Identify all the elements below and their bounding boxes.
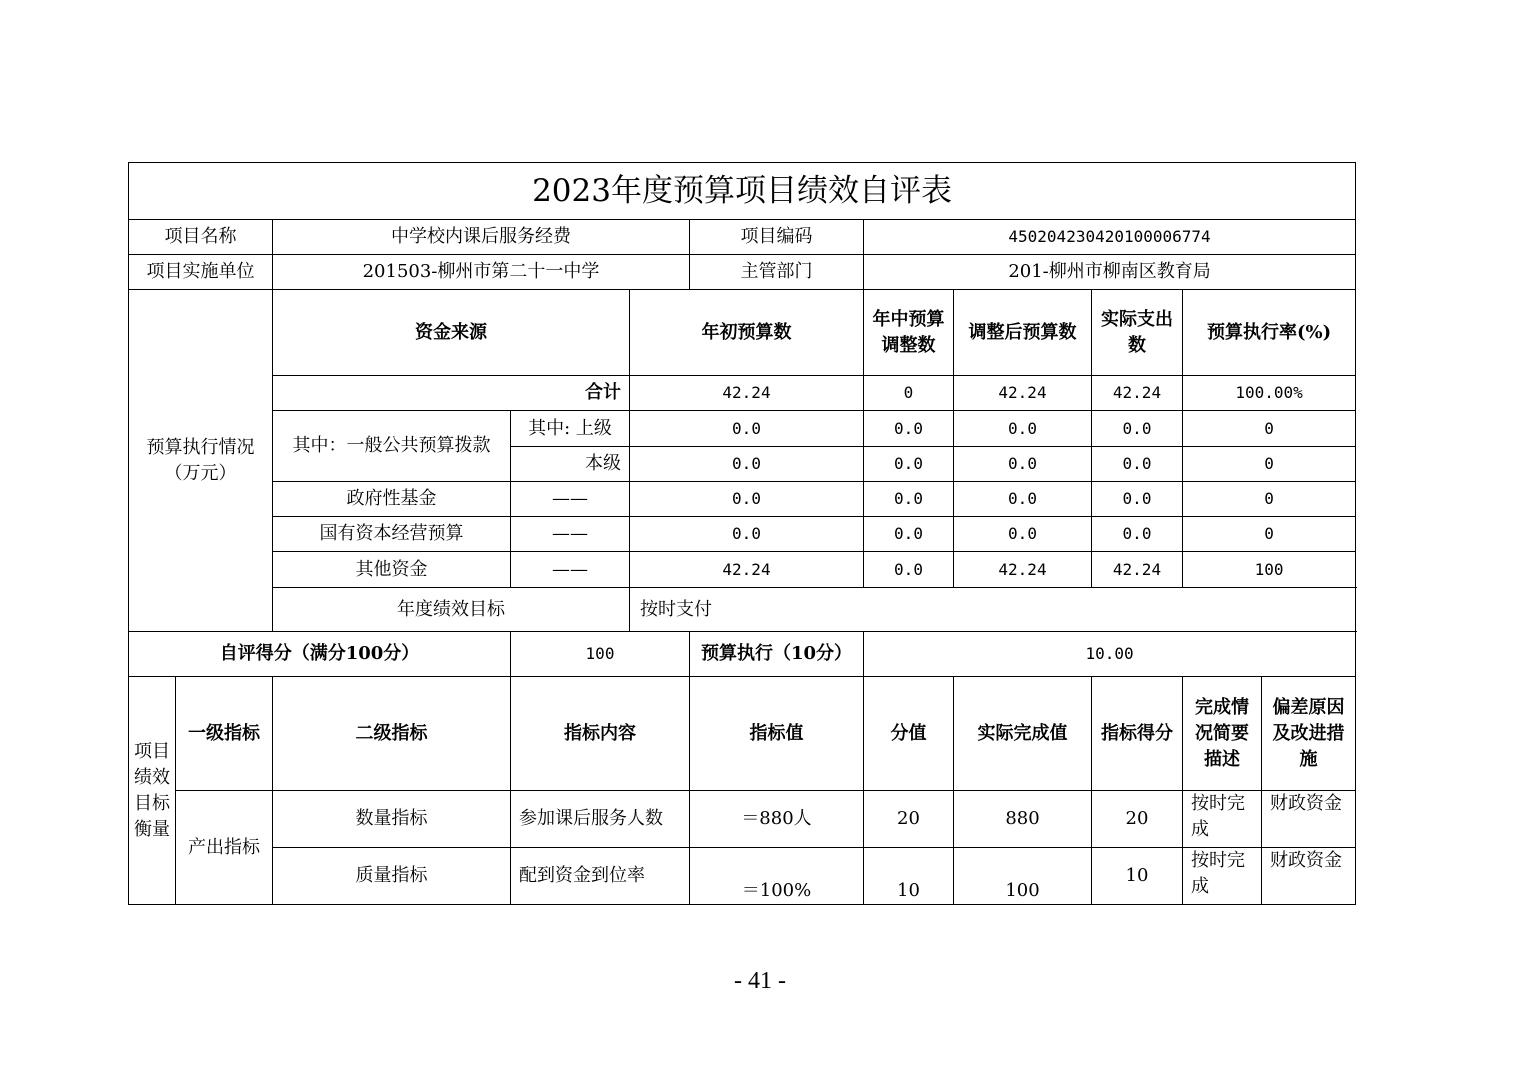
budget-exec-score-label: 预算执行（10分） [690, 632, 864, 677]
budget-exec-score-value: 10.00 [864, 632, 1356, 677]
total-adjusted: 42.24 [954, 376, 1092, 411]
gov-fund-dash: —— [511, 482, 630, 517]
header-level2-indicator: 二级指标 [273, 677, 511, 791]
state-capital-adjusted: 0.0 [954, 517, 1092, 552]
project-name-label: 项目名称 [129, 220, 273, 255]
state-capital-label: 国有资本经营预算 [273, 517, 511, 552]
total-label: 合计 [273, 376, 630, 411]
level1-output-indicator: 产出指标 [176, 791, 273, 905]
gov-fund-rate: 0 [1183, 482, 1356, 517]
local-level-label: 本级 [511, 447, 630, 482]
local-initial: 0.0 [630, 447, 864, 482]
header-adjusted-budget: 调整后预算数 [954, 290, 1092, 376]
annual-goal-label: 年度绩效目标 [273, 588, 630, 632]
page-number: - 41 - [734, 968, 786, 994]
gov-fund-actual: 0.0 [1092, 482, 1183, 517]
table-row-level2: 质量指标 [273, 848, 511, 905]
state-capital-initial: 0.0 [630, 517, 864, 552]
table-row-reason: 财政资金 [1262, 848, 1356, 905]
gov-fund-initial: 0.0 [630, 482, 864, 517]
header-initial-budget: 年初预算数 [630, 290, 864, 376]
local-adjust: 0.0 [864, 447, 954, 482]
project-code-label: 项目编码 [690, 220, 864, 255]
gov-fund-label: 政府性基金 [273, 482, 511, 517]
table-row-desc: 按时完成 [1183, 848, 1262, 905]
total-initial: 42.24 [630, 376, 864, 411]
other-fund-adjusted: 42.24 [954, 552, 1092, 588]
budget-section-label: 预算执行情况（万元） [129, 290, 273, 632]
header-execution-rate: 预算执行率(%) [1183, 290, 1356, 376]
table-row-desc: 按时完成 [1183, 791, 1262, 848]
state-capital-adjust: 0.0 [864, 517, 954, 552]
other-fund-label: 其他资金 [273, 552, 511, 588]
header-level1-indicator: 一级指标 [176, 677, 273, 791]
state-capital-dash: —— [511, 517, 630, 552]
header-deviation-reason: 偏差原因及改进措施 [1262, 677, 1356, 791]
state-capital-rate: 0 [1183, 517, 1356, 552]
header-actual-expenditure: 实际支出数 [1092, 290, 1183, 376]
header-midyear-adjust: 年中预算调整数 [864, 290, 954, 376]
upper-adjust: 0.0 [864, 411, 954, 447]
state-capital-actual: 0.0 [1092, 517, 1183, 552]
header-weight: 分值 [864, 677, 954, 791]
table-row-value: ＝100% [690, 848, 864, 905]
project-name-value: 中学校内课后服务经费 [273, 220, 690, 255]
table-row-level2: 数量指标 [273, 791, 511, 848]
local-rate: 0 [1183, 447, 1356, 482]
table-row-actual: 100 [954, 848, 1092, 905]
other-fund-initial: 42.24 [630, 552, 864, 588]
table-row-weight: 20 [864, 791, 954, 848]
other-fund-rate: 100 [1183, 552, 1356, 588]
self-score-label: 自评得分（满分100分） [129, 632, 511, 677]
department-value: 201-柳州市柳南区教育局 [864, 255, 1356, 290]
table-row-actual: 880 [954, 791, 1092, 848]
table-row-content: 配到资金到位率 [511, 848, 690, 905]
table-row-weight: 10 [864, 848, 954, 905]
local-adjusted: 0.0 [954, 447, 1092, 482]
header-indicator-score: 指标得分 [1092, 677, 1183, 791]
department-label: 主管部门 [690, 255, 864, 290]
gov-fund-adjust: 0.0 [864, 482, 954, 517]
implementing-unit-label: 项目实施单位 [129, 255, 273, 290]
header-indicator-content: 指标内容 [511, 677, 690, 791]
table-row-score: 10 [1092, 848, 1183, 905]
header-completion-desc: 完成情况简要描述 [1183, 677, 1262, 791]
general-budget-label: 其中：一般公共预算拨款 [273, 411, 511, 482]
indicator-section-label: 项目绩效目标衡量 [129, 677, 176, 905]
self-score-value: 100 [511, 632, 690, 677]
upper-rate: 0 [1183, 411, 1356, 447]
total-actual: 42.24 [1092, 376, 1183, 411]
implementing-unit-value: 201503-柳州市第二十一中学 [273, 255, 690, 290]
upper-actual: 0.0 [1092, 411, 1183, 447]
local-actual: 0.0 [1092, 447, 1183, 482]
performance-evaluation-table [128, 162, 1356, 905]
table-row-reason: 财政资金 [1262, 791, 1356, 848]
project-code-value: 450204230420100006774 [864, 220, 1356, 255]
annual-goal-value: 按时支付 [630, 588, 1356, 632]
other-fund-actual: 42.24 [1092, 552, 1183, 588]
upper-initial: 0.0 [630, 411, 864, 447]
total-adjust: 0 [864, 376, 954, 411]
table-row-value: ＝880人 [690, 791, 864, 848]
total-rate: 100.00% [1183, 376, 1356, 411]
other-fund-dash: —— [511, 552, 630, 588]
upper-adjusted: 0.0 [954, 411, 1092, 447]
header-actual-value: 实际完成值 [954, 677, 1092, 791]
header-fund-source: 资金来源 [273, 290, 630, 376]
gov-fund-adjusted: 0.0 [954, 482, 1092, 517]
table-title: 2023年度预算项目绩效自评表 [129, 163, 1356, 220]
header-indicator-value: 指标值 [690, 677, 864, 791]
table-row-score: 20 [1092, 791, 1183, 848]
upper-level-label: 其中: 上级 [511, 411, 630, 447]
other-fund-adjust: 0.0 [864, 552, 954, 588]
table-row-content: 参加课后服务人数 [511, 791, 690, 848]
